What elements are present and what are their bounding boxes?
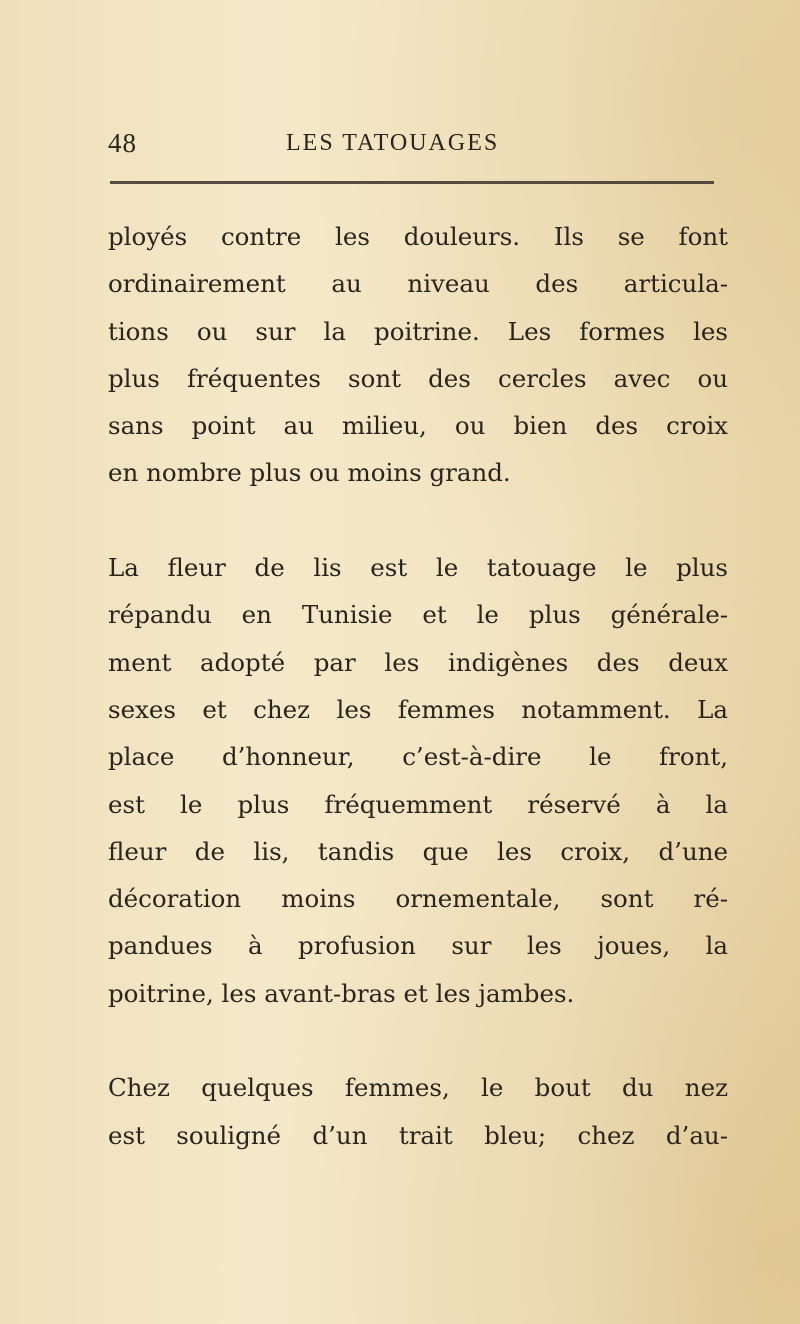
- text-line: pandues à profusion sur les joues, la: [108, 931, 728, 961]
- text-line: tions ou sur la poitrine. Les formes les: [108, 316, 728, 346]
- paragraph-2: [108, 544, 728, 1017]
- text-line: poitrine, les avant-bras et les jambes.: [108, 978, 575, 1008]
- paragraph-1: [108, 213, 728, 497]
- text-line: répandu en Tunisie et le plus générale-: [108, 600, 728, 630]
- text-line: ment adopté par les indigènes des deux: [108, 647, 728, 677]
- paragraph-3: [108, 1064, 728, 1159]
- text-line: sans point au milieu, ou bien des croix: [108, 411, 728, 441]
- text-line: sexes et chez les femmes notamment. La: [108, 694, 728, 724]
- text-line: Chez quelques femmes, le bout du nez: [108, 1073, 728, 1103]
- paragraph-gap: [108, 497, 728, 544]
- text-line: en nombre plus ou moins grand.: [108, 458, 511, 488]
- text-line: place d’honneur, c’est-à-dire le front,: [108, 742, 728, 772]
- text-line: ployés contre les douleurs. Ils se font: [108, 222, 728, 251]
- text-line: fleur de lis, tandis que les croix, d’une: [108, 836, 728, 866]
- page-number: 48: [108, 128, 137, 158]
- text-line: plus fréquentes sont des cercles avec ou: [108, 363, 728, 393]
- text-line: La fleur de lis est le tatouage le plus: [108, 553, 728, 583]
- running-title: LES TATOUAGES: [286, 130, 500, 156]
- running-head: [108, 128, 714, 164]
- paragraph-gap: [108, 1017, 728, 1064]
- text-line: est souligné d’un trait bleu; chez d’au-: [108, 1120, 728, 1150]
- body-text: [108, 213, 728, 1159]
- text-line: décoration moins ornementale, sont ré-: [108, 884, 728, 914]
- text-line: ordinairement au niveau des articula-: [108, 269, 728, 299]
- header-rule: [110, 181, 714, 184]
- text-line: est le plus fréquemment réservé à la: [108, 789, 728, 819]
